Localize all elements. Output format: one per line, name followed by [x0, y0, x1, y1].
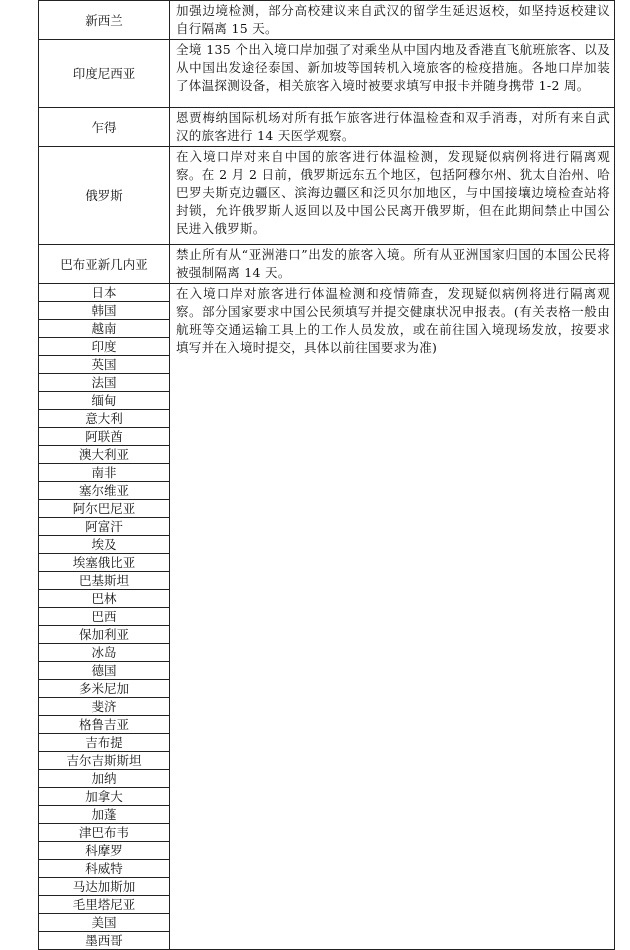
country-cell: 加拿大 [39, 788, 170, 806]
country-cell: 多米尼加 [39, 680, 170, 698]
country-cell: 毛里塔尼亚 [39, 896, 170, 914]
country-cell: 缅甸 [39, 392, 170, 410]
country-cell: 俄罗斯 [39, 147, 170, 245]
table-row [39, 108, 615, 147]
country-cell: 印度尼西亚 [39, 40, 170, 108]
table-row [39, 40, 615, 108]
country-cell: 韩国 [39, 302, 170, 320]
country-cell: 新西兰 [39, 1, 170, 40]
country-cell: 科摩罗 [39, 842, 170, 860]
table-row [39, 245, 615, 284]
country-cell: 澳大利亚 [39, 446, 170, 464]
country-cell: 意大利 [39, 410, 170, 428]
country-cell: 科威特 [39, 860, 170, 878]
country-cell: 阿尔巴尼亚 [39, 500, 170, 518]
country-cell: 巴布亚新几内亚 [39, 245, 170, 284]
country-cell: 格鲁吉亚 [39, 716, 170, 734]
country-cell: 埃及 [39, 536, 170, 554]
measure-cell: 全境 135 个出入境口岸加强了对乘坐从中国内地及香港直飞航班旅客、以及从中国出发途径泰国、新加坡等国转机入境旅客的检疫措施。各地口岸加装了体温探测设备，相关旅客入境时被要求填写申报卡并随身携带 1-2 周。 [170, 40, 615, 108]
country-cell: 法国 [39, 374, 170, 392]
table-row [39, 284, 615, 302]
measure-cell: 禁止所有从“亚洲港口”出发的旅客入境。所有从亚洲国家归国的本国公民将被强制隔离 14 天。 [170, 245, 615, 284]
country-cell: 阿联酋 [39, 428, 170, 446]
country-cell: 埃塞俄比亚 [39, 554, 170, 572]
country-cell: 英国 [39, 356, 170, 374]
country-cell: 吉布提 [39, 734, 170, 752]
table-row [39, 1, 615, 40]
country-cell: 美国 [39, 914, 170, 932]
table-row [39, 147, 615, 245]
measure-cell: 恩贾梅纳国际机场对所有抵乍旅客进行体温检查和双手消毒，对所有来自武汉的旅客进行 14 天医学观察。 [170, 108, 615, 147]
country-cell: 巴林 [39, 590, 170, 608]
country-cell: 冰岛 [39, 644, 170, 662]
country-cell: 保加利亚 [39, 626, 170, 644]
country-cell: 阿富汗 [39, 518, 170, 536]
group-measure-cell: 在入境口岸对旅客进行体温检测和疫情筛查，发现疑似病例将进行隔离观察。部分国家要求中国公民须填写并提交健康状况申报表。(有关表格一般由航班等交通运输工具上的工作人员发放，或在前往国入境现场发放，按要求填写并在入境时提交，具体以前往国要求为准) [170, 284, 615, 950]
country-cell: 越南 [39, 320, 170, 338]
country-cell: 斐济 [39, 698, 170, 716]
country-cell: 墨西哥 [39, 932, 170, 950]
country-cell: 印度 [39, 338, 170, 356]
country-cell: 加蓬 [39, 806, 170, 824]
country-cell: 塞尔维亚 [39, 482, 170, 500]
entry-measures-table [38, 0, 615, 950]
country-cell: 吉尔吉斯斯坦 [39, 752, 170, 770]
country-cell: 日本 [39, 284, 170, 302]
country-cell: 德国 [39, 662, 170, 680]
country-cell: 巴西 [39, 608, 170, 626]
country-cell: 巴基斯坦 [39, 572, 170, 590]
measure-cell: 加强边境检测，部分高校建议来自武汉的留学生延迟返校，如坚持返校建议自行隔离 15 天。 [170, 1, 615, 40]
country-cell: 津巴布韦 [39, 824, 170, 842]
country-cell: 马达加斯加 [39, 878, 170, 896]
measure-cell: 在入境口岸对来自中国的旅客进行体温检测，发现疑似病例将进行隔离观察。在 2 月 2 日前，俄罗斯远东五个地区，包括阿穆尔州、犹太自治州、哈巴罗夫斯克边疆区、滨海边疆区和泛贝尔加地区，与中国接壤边境检查站将封锁，允许俄罗斯人返回以及中国公民离开俄罗斯，但在此期间禁止中国公民进入俄罗斯。 [170, 147, 615, 245]
country-cell: 加纳 [39, 770, 170, 788]
country-cell: 南非 [39, 464, 170, 482]
country-cell: 乍得 [39, 108, 170, 147]
